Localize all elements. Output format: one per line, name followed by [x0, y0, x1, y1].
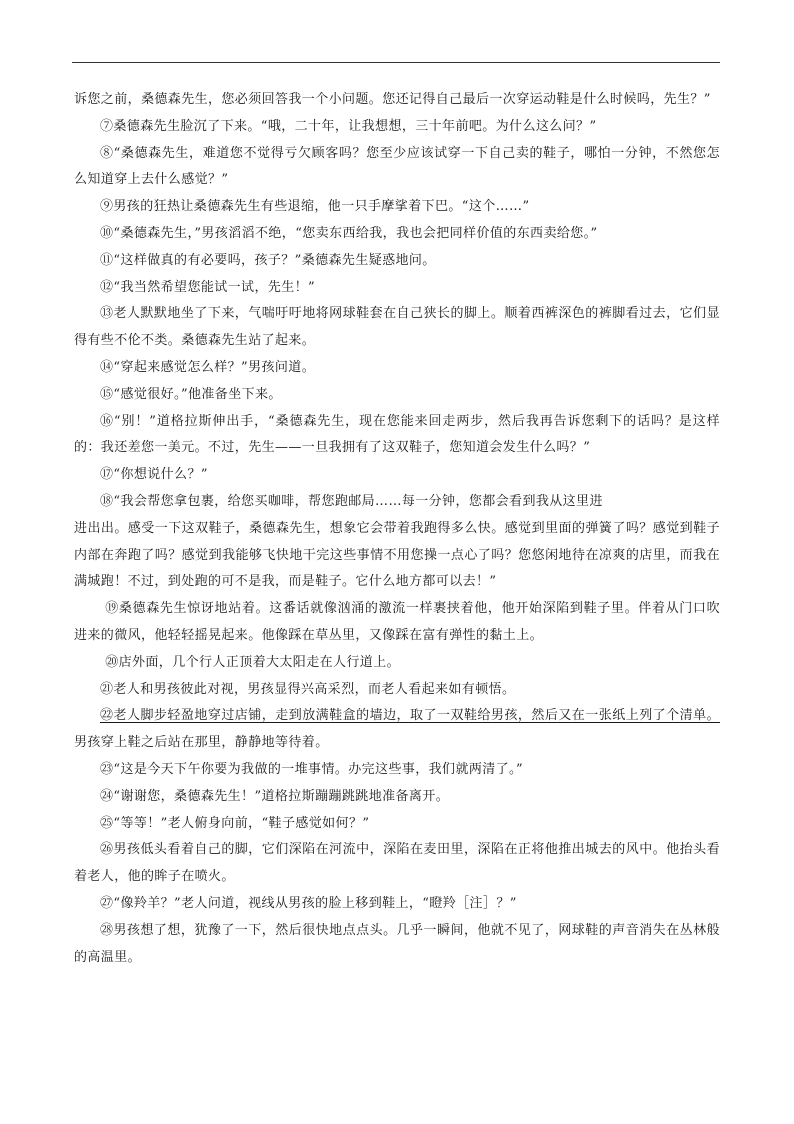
paragraph-19: ⑲桑德森先生惊讶地站着。这番话就像汹涌的激流一样裹挟着他，他开始深陷到鞋子里。伴着从门口吹进来的微风，他轻轻摇晃起来。他像踩在草丛里，又像踩在富有弹性的黏土上。 — [74, 601, 720, 643]
underlined-sentence: ㉒老人脚步轻盈地穿过店铺，走到放满鞋盒的墙边，取了一双鞋给男孩，然后又在一张纸上列了个清单。 — [100, 708, 720, 724]
paragraph-8: ⑧“桑德森先生，难道您不觉得亏欠顾客吗？您至少应该试穿一下自己卖的鞋子，哪怕一分钟，不然您怎么知道穿上去什么感觉？” — [74, 145, 720, 188]
header-rule — [72, 62, 720, 63]
paragraph-21: ㉑老人和男孩彼此对视，男孩显得兴高采烈，而老人看起来如有顿悟。 — [100, 681, 516, 697]
paragraph-23: ㉓“这是今天下午你要为我做的一堆事情。办完这些事，我们就两清了。” — [100, 761, 523, 777]
paragraph-26: ㉖男孩低头看着自己的脚，它们深陷在河流中，深陷在麦田里，深陷在正将他推出城去的风中。他抬头看着老人，他的眸子在喷火。 — [74, 842, 720, 885]
paragraph-16: ⑯“别！”道格拉斯伸出手，“桑德森先生，现在您能来回走两步，然后我再告诉您剩下的话吗？是这样的：我还差您一美元。不过，先生——一旦我拥有了这双鞋子，您知道会发生什么吗？” — [74, 413, 720, 456]
paragraph-13: ⑬老人默默地坐了下来，气喘吁吁地将网球鞋套在自己狭长的脚上。顺着西裤深色的裤脚看过去，它们显得有些不伦不类。桑德森先生站了起来。 — [74, 306, 720, 349]
paragraph-17: ⑰“你想说什么？” — [100, 467, 208, 483]
paragraph-11: ⑪“这样做真的有必要吗，孩子？”桑德森先生疑惑地问。 — [100, 252, 436, 268]
paragraph-22-rest: 男孩穿上鞋之后站在那里，静静地等待着。 — [74, 735, 329, 751]
paragraph-20: ⑳店外面，几个行人正顶着大太阳走在人行道上。 — [105, 654, 400, 670]
paragraph-continued: 诉您之前，桑德森先生，您必须回答我一个小问题。您还记得自己最后一次穿运动鞋是什么时候吗，先生？” — [74, 92, 711, 107]
story-text — [74, 87, 720, 971]
paragraph-25: ㉕“等等！”老人俯身向前，“鞋子感觉如何？” — [100, 815, 370, 831]
paragraph-18-first-line: ⑱“我会帮您拿包裹，给您买咖啡，帮您跑邮局……每一分钟，您都会看到我从这里进 — [100, 493, 603, 509]
paragraph-10: ⑩“桑德森先生，”男孩滔滔不绝，“您卖东西给我，我也会把同样价值的东西卖给您。” — [100, 225, 598, 241]
paragraph-15: ⑮“感觉很好。”他准备坐下来。 — [100, 386, 282, 402]
paragraph-27: ㉗“像羚羊？”老人问道，视线从男孩的脸上移到鞋上，“瞪羚［注］？” — [100, 895, 517, 911]
paragraph-7: ⑦桑德森先生脸沉了下来。“哦，二十年，让我想想，三十年前吧。为什么这么问？” — [100, 118, 597, 134]
paragraph-18-continued: 进出出。感受一下这双鞋子，桑德森先生，想象它会带着我跑得多么快。感觉到里面的弹簧了吗？感觉到鞋子内部在奔跑了吗？感觉到我能够飞快地干完这些事情不用您操一点心了吗？您悠闲地待在凉爽的店里，而我在满城跑！不过，到处跑的可不是我，而是鞋子。它什么地方都可以去！” — [74, 520, 720, 590]
paragraph-28: ㉘男孩想了想，犹豫了一下，然后很快地点点头。几乎一瞬间，他就不见了，网球鞋的声音消失在丛林般的高温里。 — [74, 922, 720, 965]
paragraph-12: ⑫“我当然希望您能试一试，先生！” — [100, 279, 316, 295]
paragraph-22 — [74, 703, 720, 757]
paragraph-14: ⑭“穿起来感觉怎么样？”男孩问道。 — [100, 359, 316, 375]
paragraph-24: ㉔“谢谢您，桑德森先生！”道格拉斯蹦蹦跳跳地准备离开。 — [100, 788, 450, 804]
paragraph-9: ⑨男孩的狂热让桑德森先生有些退缩，他一只手摩挲着下巴。“这个……” — [100, 199, 530, 215]
